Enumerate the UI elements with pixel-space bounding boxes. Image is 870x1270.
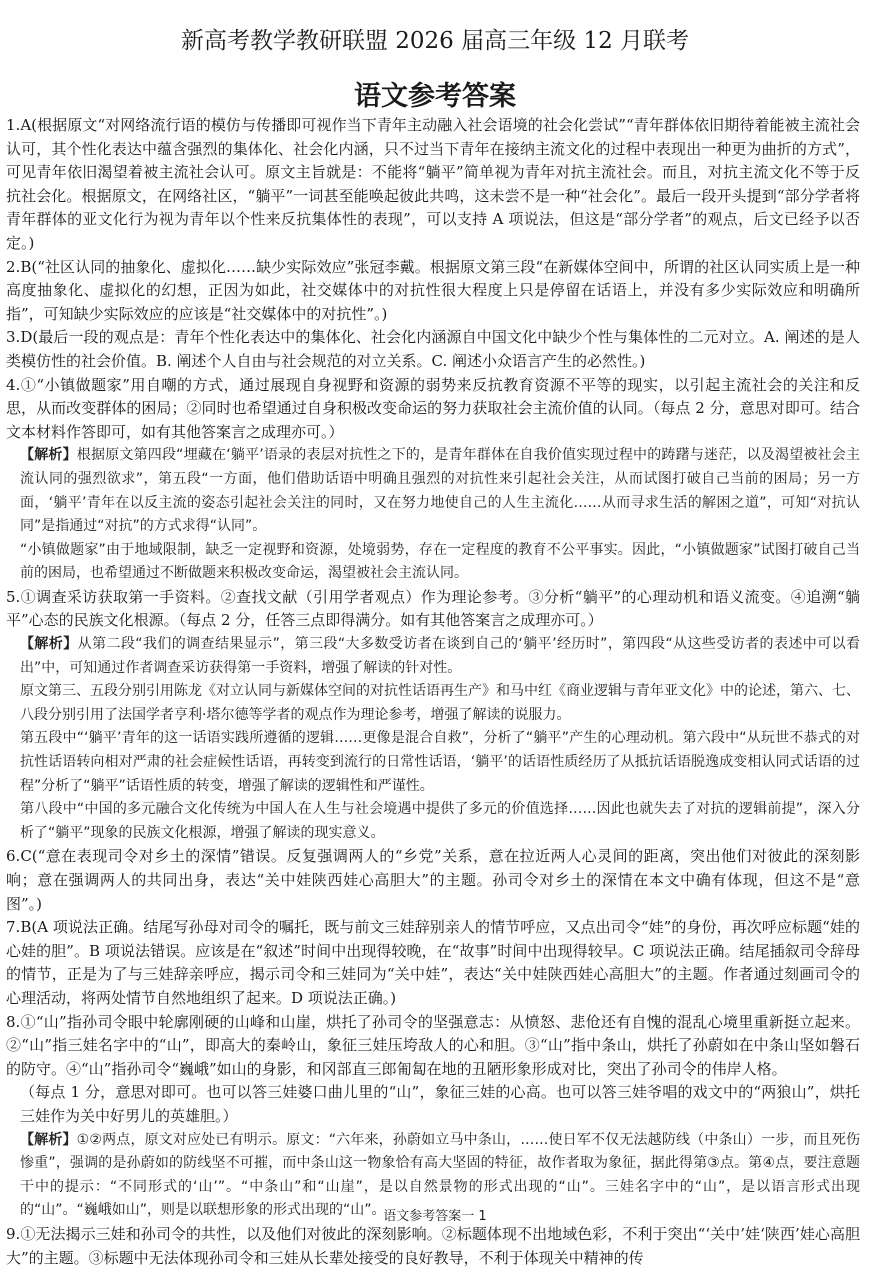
answer-number: 6.: [6, 847, 21, 866]
answer-item-5: [6, 586, 860, 633]
answer-item-8: [6, 1011, 860, 1082]
analysis-4-para-1: 【解析】根据原文第四段“埋藏在‘躺平’语录的表层对抗性之下的，是青年群体在自我价值实现过程中的踌躇与迷茫，以及渴望被社会主流认同的强烈欲求”，第五段“一方面，他们借助话语中明确且强烈的对抗性来引起社会关注，从而试图打破自己当前的困局；另一方面，‘躺平’青年在以反主流的姿态引起社会关注的同时，又在努力地使自己的人生主流化……从而寻求生活的解困之道”，可知“对抗认同”是指通过“对抗”的方式求得“认同”。: [20, 447, 861, 535]
answer-number: 1.: [6, 116, 21, 134]
answer-number: 8.: [6, 1012, 21, 1031]
analysis-label: 【解析】: [20, 447, 77, 464]
analysis-5-para-4: 第八段中“中国的多元融合文化传统为中国人在人生与社会境遇中提供了多元的价值选择……因此也就失去了对抗的逻辑前提”，深入分析了“躺平”现象的民族文化根源，增强了解读的现实意义。: [20, 801, 860, 841]
answer-item-3: [6, 326, 860, 373]
answer-number: 7.: [6, 918, 21, 937]
answer-8-note: （每点 1 分，意思对即可。也可以答三娃婆口曲儿里的“山”，象征三娃的心高。也可以答三娃爷唱的戏文中的“两狼山”，烘托三娃作为关中好男儿的英雄胆。）: [20, 1083, 860, 1125]
answer-text: ①无法揭示三娃和孙司令的共性，以及他们对彼此的深刻影响。②标题体现不出地域色彩，不利于突出“‘关中’娃‘陕西’娃心高胆大”的主题。③标题中无法体现孙司令和三娃从长辈处接受的良好教导，不利于体现关中精神的传: [6, 1224, 860, 1267]
analysis-5-para-1: 【解析】从第二段“我们的调查结果显示”，第三段“大多数受访者在谈到自己的‘躺平’经历时”，第四段“从这些受访者的表述中可以看出”中，可知通过作者调查采访获得第一手资料，增强了解读的针对性。: [20, 636, 861, 676]
answer-number: 4.: [6, 375, 21, 394]
analysis-label: 【解析】: [20, 1131, 77, 1148]
answer-text: C(“意在表现司令对乡土的深情”错误。反复强调两人的“乡党”关系，意在拉近两人心灵间的距离，突出他们对彼此的深刻影响；意在强调两人的共同出身，表达“关中娃陕西娃心高胆大”的主题。孙司令对乡土的深情在本文中确有体现，但这不是“意图”。): [6, 847, 860, 913]
analysis-5-para-2: 原文第三、五段分别引用陈龙《对立认同与新媒体空间的对抗性话语再生产》和马中红《商业逻辑与青年亚文化》中的论述，第六、七、八段分别引用了法国学者亨利·塔尔德等学者的观点作为理论参考，增强了解读的说服力。: [20, 683, 860, 723]
answer-text: ①“山”指孙司令眼中轮廓刚硬的山峰和山崖，烘托了孙司令的坚强意志：从愤怒、悲伧还有自愧的混乱心境里重新挺立起来。②“山”指三娃名字中的“山”，即高大的秦岭山，象征三娃压垮敌人的心和胆。③“山”指中条山，烘托了孙蔚如在中条山坚如磐石的防守。④“山”指孙司令“巍峨”如山的身影，和冈部直三郎匍匐在地的丑陋形象形成对比，突出了孙司令的伟岸人格。: [6, 1012, 860, 1078]
answer-item-1: [6, 114, 860, 256]
analysis-8-para-1: 【解析】①②两点，原文对应处已有明示。原文：“六年来，孙蔚如立马中条山，……使日军不仅无法越防线（中条山）一步，而且死伤惨重”，强调的是孙蔚如的防线坚不可摧，而中条山这一物象恰有高大坚固的特征，故作者取为象征，据此得第③点。第④点，要注意题干中的提示：“不同形式的‘山’”。“中条山”和“山崖”，是以自然景物的形式出现的“山”。三娃名字中的“山”，是以语言形式出现的“山”。“巍峨如山”，则是以联想形象的形式出现的“山”。: [20, 1131, 860, 1219]
analysis-4-para-2: “小镇做题家”由于地域限制，缺乏一定视野和资源，处境弱势，存在一定程度的教育不公平事实。因此，“小镇做题家”试图打破自己当前的困局，也希望通过不断做题来积极改变命运，渴望被社会主流认同。: [20, 541, 860, 582]
analysis-label: 【解析】: [20, 636, 78, 653]
answer-text: D(最后一段的观点是：青年个性化表达中的集体化、社会化内涵源自中国文化中缺少个性与集体性的二元对立。A. 阐述的是人类模仿性的社会价值。B. 阐述个人自由与社会规范的对立关系。C. 阐述小众语言产生的必然性。): [6, 328, 860, 370]
page-footer: 语文参考答案一 1: [383, 1209, 487, 1224]
answer-number: 9.: [6, 1224, 21, 1243]
answer-item-6: [6, 845, 860, 916]
answer-text: ①“小镇做题家”用自嘲的方式，通过展现自身视野和资源的弱势来反抗教育资源不平等的现实，以引起主流社会的关注和反思，从而改变群体的困局；②同时也希望通过自身积极改变命运的努力获取社会主流价值的认同。（每点 2 分，意思对即可。结合文本材料作答即可，如有其他答案言之成理亦可。）: [6, 375, 860, 441]
page-title: 语文参考答案: [354, 81, 516, 112]
answer-text: B(“社区认同的抽象化、虚拟化……缺少实际效应”张冠李戴。根据原文第三段“在新媒体空间中，所谓的社区认同实质上是一种高度抽象化、虚拟化的幻想，正因为如此，社交媒体中的对抗性很大程度上只是停留在话语上，并没有多少实际效应和明确所指”，可知缺少实际效应的应该是“社交媒体中的对抗性”。): [6, 257, 860, 323]
answer-item-7: [6, 916, 860, 1010]
exam-header: 新高考教学教研联盟 2026 届高三年级 12 月联考: [180, 28, 690, 54]
answer-item-9: [6, 1223, 860, 1270]
answer-number: 2.: [6, 257, 21, 276]
answer-item-2: [6, 256, 860, 327]
answer-text: A(根据原文“对网络流行语的模仿与传播即可视作当下青年主动融入社会语境的社会化尝试”“青年群体依旧期待着能被主流社会认可，其个性化表达中蕴含强烈的集体化、社会化内涵，只不过当下青年在接纳主流文化的过程中表现出一种更为曲折的方式”，可见青年依旧渴望着被主流社会认可。原文主旨就是：不能将“躺平”简单视为青年对抗主流社会。而且，对抗主流文化不等于反抗社会化。根据原文，在网络社区，“躺平”一词甚至能唤起彼此共鸣，这未尝不是一种“社会化”。最后一段开头提到“部分学者将青年群体的亚文化行为视为青年以个性来反抗集体性的表现”，可以支持 A 项说法，但这是“部分学者”的观点，后文已经予以否定。): [6, 116, 860, 252]
answer-content: [6, 114, 860, 1270]
answer-number: 5.: [6, 587, 21, 606]
answer-number: 3.: [6, 328, 21, 347]
answer-text: ①调查采访获取第一手资料。②查找文献（引用学者观点）作为理论参考。③分析“躺平”的心理动机和语义流变。④追溯“躺平”心态的民族文化根源。（每点 2 分，任答三点即得满分。如有其他答案言之成理亦可。）: [6, 587, 860, 630]
answer-text: B(A 项说法正确。结尾写孙母对司令的嘱托，既与前文三娃辞别亲人的情节呼应，又点出司令“娃”的身份，再次呼应标题“娃的心娃的胆”。B 项说法错误。应该是在“叙述”时间中出现得较晚，在“故事”时间中出现得较早。C 项说法正确。结尾插叙司令辞母的情节，正是为了与三娃辞亲呼应，揭示司令和三娃同为“关中娃”，表达“关中娃陕西娃心高胆大”的主题。作者通过刻画司令的心理活动，将两处情节自然地组织了起来。D 项说法正确。): [6, 918, 860, 1007]
answer-item-4: [6, 374, 860, 445]
analysis-5-para-3: 第五段中“‘躺平’青年的这一话语实践所遵循的逻辑……更像是混合自救”，分析了“躺平”产生的心理动机。第六段中“从玩世不恭式的对抗性话语转向相对严肃的社会症候性话语，再转变到流行的日常性话语，‘躺平’的话语性质经历了从抵抗话语脱逸成变相认同式话语的过程”分析了“躺平”话语性质的转变，增强了解读的逻辑性和严谨性。: [20, 730, 860, 794]
